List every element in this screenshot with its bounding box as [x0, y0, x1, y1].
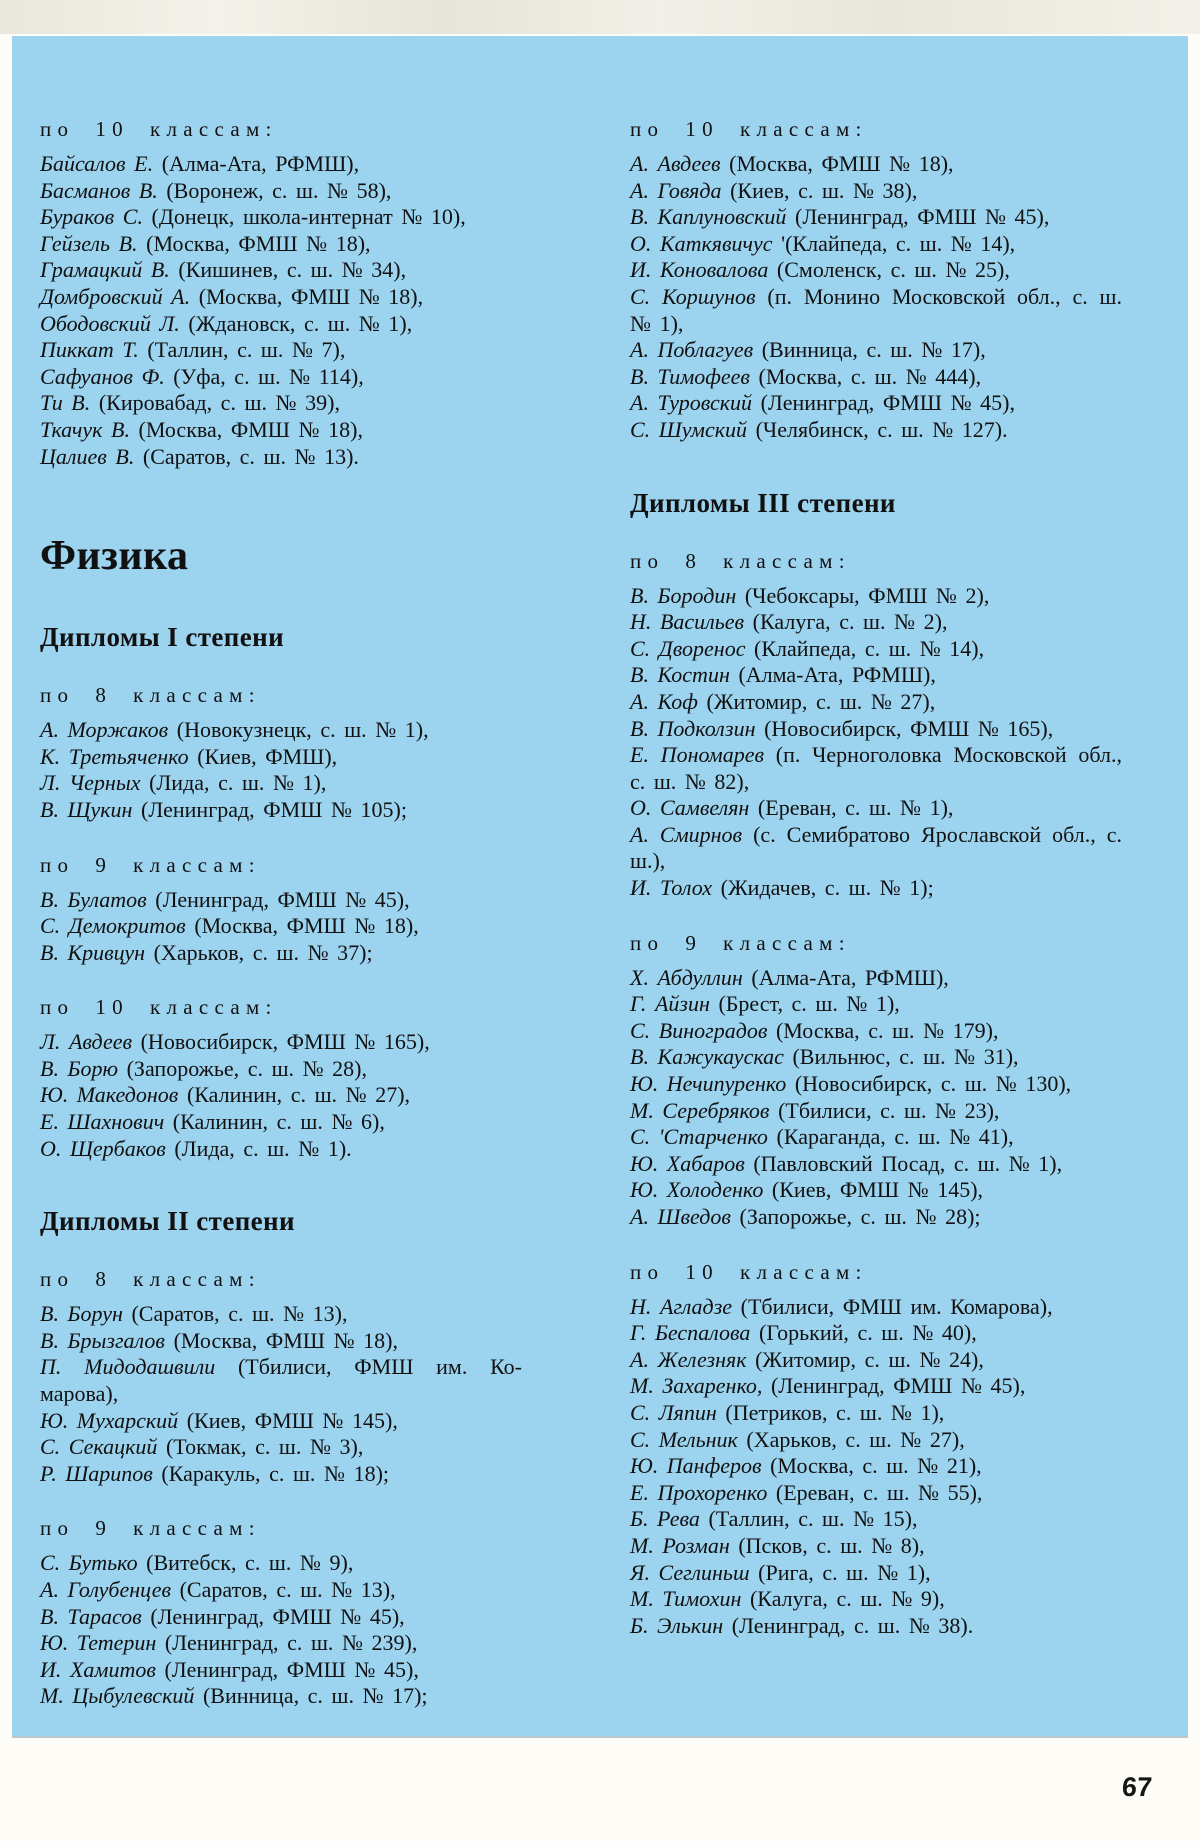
entry-info: (Новосибирск, ФМШ № 165), [755, 715, 1054, 741]
entry-name: А. Говяда [630, 177, 722, 203]
entry-info: (Москва, ФМШ № 18), [720, 151, 954, 176]
right-column [630, 88, 1122, 1639]
entry-info: (Челябинск, с. ш. № 127). [747, 416, 1008, 442]
entry-name: Бураков С. [40, 204, 143, 230]
entry-info: (Лида, с. ш. № 1). [165, 1135, 352, 1161]
entry-name: Ю. Мухарский [40, 1407, 179, 1433]
entry-info: (Рига, с. ш. № 1), [749, 1559, 931, 1585]
list-item [630, 795, 1122, 822]
class-label: по 8 классам: [40, 1267, 261, 1292]
class-label: по 10 классам: [630, 1259, 868, 1284]
entry-info: (Москва, ФМШ № 18), [190, 283, 424, 309]
entry-name: А. Поблагуев [630, 337, 754, 363]
entry-info: (Караганда, с. ш. № 41), [767, 1124, 1014, 1150]
list-item [630, 1506, 1122, 1533]
list-item [630, 1373, 1122, 1400]
entry-info: (Киев, ФМШ № 145), [763, 1177, 984, 1203]
entry-info: (Ленинград, ФМШ № 45), [762, 1373, 1026, 1399]
list-item [630, 337, 1122, 364]
entry-info: (Киев, ФМШ), [188, 743, 338, 769]
list-item [40, 1657, 522, 1684]
list-item [40, 1408, 522, 1435]
scan-edge-strip [0, 0, 1200, 34]
class-list [40, 1266, 522, 1487]
list-item [40, 231, 522, 258]
entry-info: (Ленинград, с. ш. № 239), [156, 1630, 418, 1656]
class-list [40, 1515, 522, 1710]
entry-name: Г. Айзин [630, 991, 710, 1017]
entry-name: А. Коф [630, 688, 698, 714]
entry-name: В. Борю [40, 1055, 119, 1081]
entry-name: И. Хамитов [40, 1656, 156, 1682]
entry-name: Я. Сеглиньш [630, 1559, 750, 1585]
entry-info: (Таллин, с. ш. № 7), [138, 337, 346, 363]
entry-info: (Тбилиси, ФМШ им. Комарова), [732, 1293, 1053, 1319]
entry-name: С. Коршунов [630, 283, 756, 309]
list-item [40, 337, 522, 364]
entry-info: (п. Монино Московской обл., с. ш. № 1), [630, 283, 1122, 336]
entry-info: (Винница, с. ш. № 17), [753, 337, 986, 363]
list-item [40, 284, 522, 311]
list-item [630, 662, 1122, 689]
entry-info: (Горький, с. ш. № 40), [750, 1320, 977, 1346]
list-item [40, 1630, 522, 1657]
list-item [630, 1204, 1122, 1231]
entry-name: С. Демокритов [40, 913, 186, 939]
list-item [40, 311, 522, 338]
entry-info: (Алма-Ата, РФМШ), [742, 964, 949, 990]
entry-info: (с. Семибратово Ярославской обл., с. ш.), [630, 821, 1122, 874]
list-item [630, 364, 1122, 391]
entry-info: (Ленинград, с. ш. № 38). [723, 1612, 974, 1638]
entry-name: Ю. Тетерин [40, 1630, 157, 1656]
entry-name: Л. Авдеев [40, 1029, 133, 1055]
entry-info: (Винница, с. ш. № 17); [194, 1683, 428, 1709]
list-item [40, 178, 522, 205]
entry-info: (Жидачев, с. ш. № 1); [712, 875, 934, 901]
list-item [630, 204, 1122, 231]
class-list [630, 930, 1122, 1231]
entry-info: (Вильнюс, с. ш. № 31), [783, 1044, 1019, 1070]
entry-info: (Москва, ФМШ № 18), [129, 416, 363, 442]
entry-info: (Ленинград, ФМШ № 45), [786, 204, 1050, 230]
list-item [630, 1071, 1122, 1098]
list-item [40, 887, 522, 914]
entry-name: В. Кривцун [40, 939, 146, 965]
list-item [630, 1098, 1122, 1125]
list-item [40, 1434, 522, 1461]
entry-name: Пиккат Т. [40, 337, 139, 363]
entry-info: (Кишинев, с. ш. № 34), [169, 257, 407, 283]
list-item [630, 636, 1122, 663]
entry-info: (Калуга, с. ш. № 9), [741, 1586, 945, 1612]
class-label: по 8 классам: [40, 683, 261, 708]
entry-name: В. Кажукаускас [630, 1044, 784, 1070]
class-list [40, 682, 522, 823]
class-list [630, 548, 1122, 902]
entry-name: Ю. Македонов [40, 1082, 179, 1108]
entry-info: (Тбилиси, с. ш. № 23), [769, 1097, 1000, 1123]
list-item [630, 1560, 1122, 1587]
list-item [40, 1082, 522, 1109]
class-label: по 9 классам: [630, 930, 851, 955]
entry-info: (Донецк, школа-интернат № 10), [142, 204, 466, 230]
list-item [630, 257, 1122, 284]
entry-info: (Чебоксары, ФМШ № 2), [736, 582, 990, 608]
list-item [630, 583, 1122, 610]
list-item [40, 1328, 522, 1355]
entry-name: О. Каткявичус [630, 230, 773, 256]
entry-name: Грамацкий В. [40, 257, 170, 283]
entry-info: (Таллин, с. ш. № 15), [699, 1506, 918, 1532]
class-label: по 10 классам: [630, 117, 868, 141]
entry-info: (Запорожье, с. ш. № 28); [730, 1204, 981, 1229]
list-item [630, 1018, 1122, 1045]
list-item [630, 1294, 1122, 1321]
entry-name: В. Костин [630, 662, 730, 688]
list-item [630, 716, 1122, 743]
entry-name: С. Ляпин [630, 1399, 717, 1425]
entry-name: С. 'Старченко [630, 1124, 768, 1150]
list-item [630, 1151, 1122, 1178]
entry-name: Ти В. [40, 390, 91, 416]
entry-name: Ткачук В. [40, 416, 130, 442]
list-item [630, 1427, 1122, 1454]
entry-name: Е. Шахнович [40, 1109, 165, 1135]
list-item [40, 151, 522, 178]
degree-heading: Дипломы II степени [40, 1206, 295, 1237]
list-item [40, 390, 522, 417]
entry-info: (Калуга, с. ш. № 2), [744, 609, 948, 635]
degree-heading: Дипломы I степени [40, 622, 285, 653]
list-item [630, 609, 1122, 636]
entry-info: '(Клайпеда, с. ш. № 14), [772, 230, 1016, 256]
list-item [40, 1461, 522, 1488]
entry-info: (Тбилиси, ФМШ им. Ко-марова), [40, 1354, 523, 1407]
entry-info: (Ленинград, ФМШ № 105); [132, 796, 407, 822]
degree-heading: Дипломы III степени [630, 487, 896, 518]
list-item [630, 1124, 1122, 1151]
entry-name: С. Дворенос [630, 635, 746, 661]
list-item [40, 204, 522, 231]
list-item [40, 797, 522, 824]
entry-info: (Москва, с. ш. № 179), [767, 1017, 999, 1043]
list-item [40, 417, 522, 444]
entry-info: (Псков, с. ш. № 8), [729, 1532, 925, 1558]
entry-name: В. Щукин [40, 796, 133, 822]
entry-info: (Москва, с. ш. № 21), [761, 1453, 982, 1479]
entry-name: А. Авдеев [630, 151, 721, 176]
entry-info: (Витебск, с. ш. № 9), [137, 1550, 354, 1576]
entry-info: (Ленинград, ФМШ № 45), [146, 886, 410, 912]
list-item [40, 1604, 522, 1631]
entry-name: Г. Беспалова [630, 1320, 751, 1346]
entry-name: Ободовский Л. [40, 310, 180, 336]
class-label: по 9 классам: [40, 852, 261, 877]
entry-name: Н. Агладзе [630, 1293, 733, 1319]
entry-info: (Брест, с. ш. № 1), [709, 991, 900, 1017]
entry-info: (Каракуль, с. ш. № 18); [152, 1460, 390, 1486]
entry-name: Б. Элькин [630, 1612, 724, 1638]
entry-name: М. Захаренко, [630, 1373, 763, 1399]
entry-info: (Кировабад, с. ш. № 39), [90, 390, 340, 416]
list-item [630, 1586, 1122, 1613]
class-list [630, 1259, 1122, 1640]
entry-name: Гейзель В. [40, 230, 138, 256]
list-item [630, 991, 1122, 1018]
entry-name: О. Самвелян [630, 795, 750, 821]
entry-name: В. Борун [40, 1301, 123, 1327]
list-item [40, 1301, 522, 1328]
entry-name: Н. Васильев [630, 609, 745, 635]
entry-name: В. Булатов [40, 886, 147, 912]
entry-name: Байсалов Е. [40, 151, 154, 176]
list-item [630, 151, 1122, 178]
list-item [630, 178, 1122, 205]
list-item [630, 1613, 1122, 1640]
entry-name: В. Тарасов [40, 1603, 142, 1629]
entry-info: (Ленинград, ФМШ № 45), [141, 1603, 405, 1629]
entry-info: (Москва, ФМШ № 18), [185, 913, 419, 939]
list-item [40, 717, 522, 744]
list-item [630, 417, 1122, 444]
entry-info: (Ереван, с. ш. № 55), [767, 1479, 983, 1505]
list-item [40, 364, 522, 391]
entry-name: А. Железняк [630, 1346, 747, 1372]
class-list [630, 116, 1122, 444]
entry-info: (Киев, ФМШ № 145), [178, 1407, 398, 1433]
list-item [40, 1136, 522, 1163]
entry-name: А. Смирнов [630, 821, 743, 847]
list-item [630, 965, 1122, 992]
entry-info: (Запорожье, с. ш. № 28), [118, 1055, 367, 1081]
entry-info: (Токмак, с. ш. № 3), [157, 1434, 364, 1460]
entry-info: (Ленинград, ФМШ № 45), [155, 1656, 419, 1682]
entry-info: (Житомир, с. ш. № 27), [697, 688, 936, 714]
entry-info: (Павловский Посад, с. ш. № 1), [744, 1150, 1063, 1176]
class-label: по 10 классам: [40, 995, 278, 1020]
entry-info: (Новосибирск, ФМШ № 165), [132, 1029, 430, 1055]
list-item [630, 1177, 1122, 1204]
entry-name: С. Виноградов [630, 1017, 768, 1043]
entry-name: И. Толох [630, 875, 713, 901]
entry-info: (Уфа, с. ш. № 114), [164, 363, 364, 389]
list-item [40, 770, 522, 797]
entry-name: С. Мельник [630, 1426, 738, 1452]
entry-name: М. Цыбулевский [40, 1683, 195, 1709]
entry-name: К. Третьяченко [40, 743, 189, 769]
entry-info: (Саратов, с. ш. № 13). [134, 443, 359, 469]
entry-info: (Ленинград, ФМШ № 45), [752, 390, 1015, 416]
list-item [630, 1453, 1122, 1480]
entry-name: М. Розман [630, 1532, 730, 1558]
entry-name: Б. Рева [630, 1506, 700, 1532]
entry-info: (Смоленск, с. ш. № 25), [768, 257, 1010, 283]
entry-name: Е. Пономарев [630, 742, 765, 768]
list-item [630, 1347, 1122, 1374]
entry-name: Цалиев В. [40, 443, 135, 469]
entry-name: В. Подколзин [630, 715, 756, 741]
entry-info: (Житомир, с. ш. № 24), [746, 1346, 984, 1372]
entry-name: А. Шведов [630, 1204, 731, 1229]
class-label: по 9 классам: [40, 1516, 261, 1541]
entry-info: (Москва, ФМШ № 18), [164, 1327, 398, 1353]
class-list [40, 994, 522, 1162]
list-item [40, 913, 522, 940]
entry-info: (Калинин, с. ш. № 6), [164, 1109, 385, 1135]
entry-name: Р. Шарипов [40, 1460, 153, 1486]
entry-info: (Саратов, с. ш. № 13), [171, 1577, 396, 1602]
left-column [40, 88, 522, 1710]
list-item [40, 744, 522, 771]
entry-info: (Саратов, с. ш. № 13), [122, 1301, 348, 1327]
list-item [630, 284, 1122, 337]
page-panel [12, 36, 1188, 1736]
entry-info: (Киев, с. ш. № 38), [721, 177, 918, 203]
entry-name: Л. Черных [40, 770, 141, 796]
entry-info: (Харьков, с. ш. № 37); [145, 939, 373, 965]
page-number: 67 [1120, 1772, 1154, 1802]
list-item [630, 1533, 1122, 1560]
entry-name: Домбровский А. [40, 283, 191, 309]
list-item [40, 257, 522, 284]
entry-info: (Новосибирск, с. ш. № 130), [786, 1071, 1072, 1097]
entry-info: (Москва, с. ш. № 444), [749, 363, 982, 389]
entry-info: (Калинин, с. ш. № 27), [178, 1082, 411, 1108]
entry-name: О. Щербаков [40, 1135, 166, 1161]
entry-name: П. Мидодашвили [40, 1354, 216, 1380]
list-item [40, 1550, 522, 1577]
list-item [40, 444, 522, 471]
entry-name: Сафуанов Ф. [40, 363, 165, 389]
section-title: Физика [40, 533, 189, 580]
list-item [630, 390, 1122, 417]
list-item [630, 231, 1122, 258]
entry-info: (Алма-Ата, РФМШ), [153, 151, 360, 176]
list-item [40, 1354, 522, 1407]
entry-info: (п. Черноголовка Московской обл., с. ш. № 82), [630, 742, 1122, 794]
list-item [630, 689, 1122, 716]
class-list [40, 116, 522, 470]
entry-name: Е. Прохоренко [630, 1479, 768, 1505]
list-item [630, 1400, 1122, 1427]
entry-name: М. Серебряков [630, 1097, 770, 1123]
list-item [40, 1109, 522, 1136]
entry-name: Ю. Панферов [630, 1453, 762, 1479]
entry-name: А. Голубенцев [40, 1577, 172, 1602]
entry-info: (Алма-Ата, РФМШ), [729, 662, 936, 688]
entry-name: С. Бутько [40, 1550, 138, 1576]
entry-name: С. Шумский [630, 416, 748, 442]
entry-info: (Воронеж, с. ш. № 58), [157, 177, 392, 203]
entry-name: И. Коновалова [630, 257, 769, 283]
entry-name: Х. Абдуллин [630, 964, 743, 990]
entry-name: М. Тимохин [630, 1586, 742, 1612]
list-item [40, 1577, 522, 1604]
list-item [40, 940, 522, 967]
class-label: по 10 классам: [40, 117, 278, 141]
list-item [630, 822, 1122, 875]
entry-name: В. Каплуновский [630, 204, 787, 230]
list-item [40, 1683, 522, 1710]
entry-name: В. Брызгалов [40, 1327, 165, 1353]
list-item [630, 1320, 1122, 1347]
entry-name: С. Секацкий [40, 1434, 158, 1460]
entry-info: (Новокузнецк, с. ш. № 1), [168, 717, 429, 743]
entry-name: Ю. Холоденко [630, 1177, 764, 1203]
entry-name: А. Туровский [630, 390, 753, 416]
class-list [40, 852, 522, 967]
entry-name: В. Бородин [630, 582, 737, 608]
entry-info: (Харьков, с. ш. № 27), [737, 1426, 965, 1452]
entry-info: (Москва, ФМШ № 18), [137, 230, 371, 256]
entry-name: Ю. Хабаров [630, 1150, 745, 1176]
entry-info: (Клайпеда, с. ш. № 14), [745, 635, 985, 661]
entry-info: (Лида, с. ш. № 1), [140, 770, 327, 796]
list-item [40, 1029, 522, 1056]
list-item [630, 875, 1122, 902]
entry-info: (Ждановск, с. ш. № 1), [179, 310, 413, 336]
class-label: по 8 классам: [630, 548, 851, 573]
entry-info: (Петриков, с. ш. № 1), [716, 1399, 945, 1425]
entry-name: В. Тимофеев [630, 363, 750, 389]
list-item [630, 1044, 1122, 1071]
entry-name: Басманов В. [40, 177, 158, 203]
entry-info: (Ереван, с. ш. № 1), [749, 795, 954, 821]
list-item [630, 1480, 1122, 1507]
list-item [40, 1056, 522, 1083]
entry-name: Ю. Нечипуренко [630, 1071, 787, 1097]
list-item [630, 742, 1122, 795]
entry-name: А. Моржаков [40, 717, 169, 743]
